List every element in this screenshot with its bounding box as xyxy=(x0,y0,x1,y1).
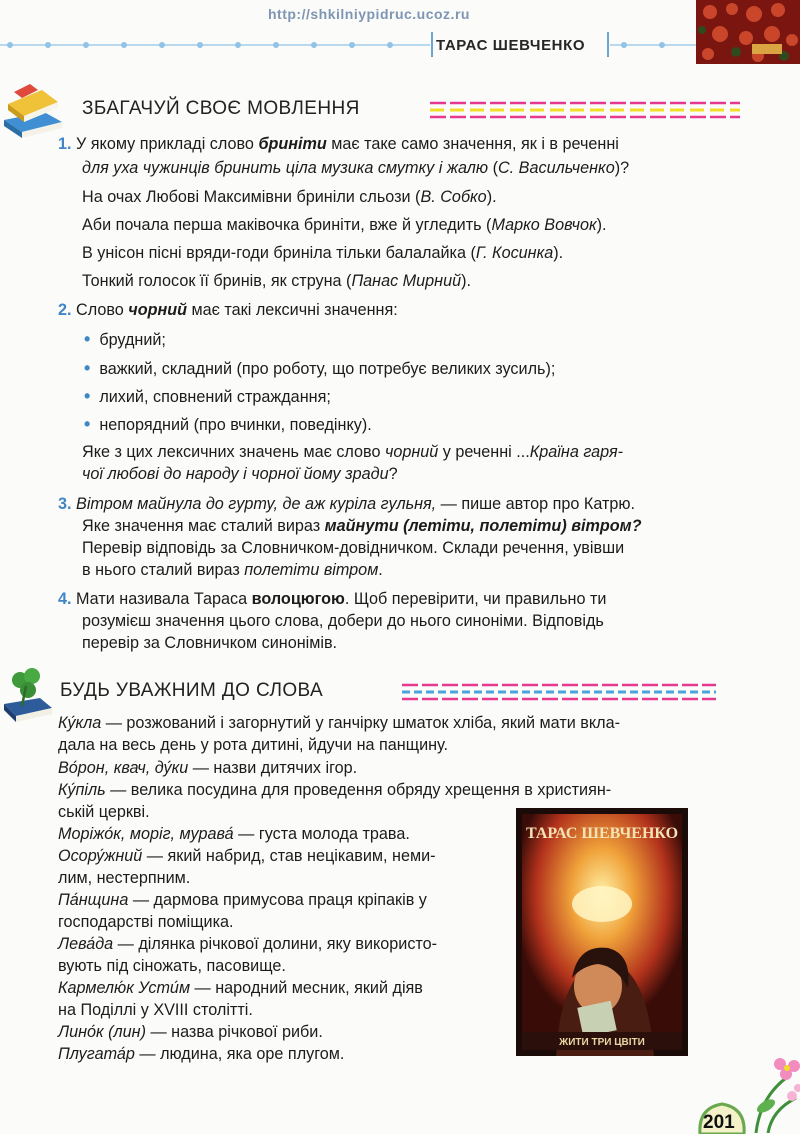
text: Аби почала перша маківочка бриніти, вже й угледить ( xyxy=(82,216,492,234)
glossary-entry-cont: вують під сіножать, пасовище. xyxy=(58,957,286,975)
text: ). xyxy=(461,272,471,290)
text: Тонкий голосок її бринів, як струна ( xyxy=(82,272,352,290)
glossary-entry-cont: господарстві поміщика. xyxy=(58,913,234,931)
task-2-question-line-1 xyxy=(82,441,623,463)
text: у реченні ... xyxy=(438,443,530,461)
text: має такі лексичні значення: xyxy=(187,301,398,319)
bullet-item xyxy=(84,328,166,351)
keyword: волоцюгою xyxy=(251,590,345,608)
definition: — який набрид, став нецікавим, неми- xyxy=(142,847,436,865)
glossary-entry xyxy=(58,977,423,999)
task-number: 2. xyxy=(58,301,72,319)
term: Па́нщина xyxy=(58,891,129,909)
author: С. Васильченко xyxy=(497,159,615,177)
text: Яке з цих лексичних значень має слово xyxy=(82,443,385,461)
author: Г. Косинка xyxy=(475,244,554,262)
keyword: майнути (летіти, полетіти) вітром? xyxy=(324,517,642,535)
author: В. Собко xyxy=(420,188,487,206)
text: . xyxy=(378,561,383,579)
task-3-line-2 xyxy=(82,515,642,537)
bullet-icon: • xyxy=(84,386,91,406)
bullet-item xyxy=(84,413,372,436)
text: лихий, сповнений страждання; xyxy=(99,388,331,406)
text: непорядний (про вчинки, поведінку). xyxy=(99,416,372,434)
task-number: 3. xyxy=(58,495,72,513)
keyword: чорний xyxy=(384,443,439,461)
term: Осору́жний xyxy=(58,847,143,865)
task-3-line-4 xyxy=(82,559,383,581)
term: Лино́к (лин) xyxy=(58,1023,146,1041)
task-1-line-1 xyxy=(58,133,619,155)
text: ? xyxy=(388,465,398,483)
keyword: чорний xyxy=(128,301,188,319)
keyword: полетіти вітром xyxy=(244,561,379,579)
section-ornament xyxy=(430,98,740,122)
term: Плугата́р xyxy=(58,1045,135,1063)
task-1-line-2 xyxy=(82,157,629,179)
term: Моріжо́к, моріг, мурава́ xyxy=(58,825,234,843)
text: Мати називала Тараса xyxy=(76,590,252,608)
task-4-line-1 xyxy=(58,588,606,610)
definition: — густа молода трава. xyxy=(233,825,410,843)
bullet-icon: • xyxy=(84,414,91,434)
task-4-line-2: розумієш значення цього слова, добери до нього синоніми. Відповідь xyxy=(82,612,604,630)
definition: — дармова примусова праця кріпаків у xyxy=(128,891,427,909)
definition: — назва річкової риби. xyxy=(145,1023,323,1041)
quote: Вітром майнула до гурту, де аж куріла гульня, xyxy=(76,495,437,513)
text: Слово xyxy=(76,301,129,319)
task-3-line-3: Перевір відповідь за Словничком-довідничком. Склади речення, увівши xyxy=(82,539,625,557)
task-2-question-line-2 xyxy=(82,463,398,485)
book-cover-image xyxy=(516,808,688,1056)
text: важкий, складний (про роботу, що потребує великих зусиль); xyxy=(99,360,556,378)
task-number: 4. xyxy=(58,590,72,608)
glossary-entry-cont: лим, нестерпним. xyxy=(58,869,191,887)
section-ornament xyxy=(402,680,716,704)
term: Ку́піль xyxy=(58,781,106,799)
glossary-entry xyxy=(58,779,611,801)
example-1 xyxy=(82,186,497,208)
glossary-entry xyxy=(58,933,437,955)
text: ( xyxy=(488,159,498,177)
term: Ку́кла xyxy=(58,714,102,732)
text: . Щоб перевірити, чи правильно ти xyxy=(344,590,607,608)
task-number: 1. xyxy=(58,135,72,153)
bullet-item xyxy=(84,385,331,408)
bullet-icon: • xyxy=(84,329,91,349)
text: ). xyxy=(596,216,607,234)
text: )? xyxy=(614,159,630,177)
glossary-entry-cont: ській церкві. xyxy=(58,803,150,821)
bullet-item xyxy=(84,357,555,380)
text: в нього сталий вираз xyxy=(82,561,245,579)
text: має таке само значення, як і в реченні xyxy=(326,135,619,153)
site-url[interactable]: http://shkilniypidruc.ucoz.ru xyxy=(268,6,470,22)
definition: — народний месник, який діяв xyxy=(190,979,423,997)
page-number: 201 xyxy=(703,1112,735,1133)
example-4 xyxy=(82,270,471,292)
text: Яке значення має сталий вираз xyxy=(82,517,325,535)
book-cover-subtitle: ЖИТИ ТРИ ЦВІТИ xyxy=(559,1037,645,1048)
quote: чої любові до народу і чорної йому зради xyxy=(82,465,389,483)
task-3-line-1 xyxy=(58,493,635,515)
glossary-entry xyxy=(58,712,620,734)
keyword: бриніти xyxy=(258,135,327,153)
text: На очах Любові Максимівни бриніли сльози ( xyxy=(82,188,421,206)
quote: Країна гаря- xyxy=(529,443,623,461)
book-cover-title: ТАРАС ШЕВЧЕНКО xyxy=(525,825,679,842)
definition: — ділянка річкової долини, яку використо- xyxy=(113,935,438,953)
glossary-entry xyxy=(58,845,436,867)
bullet-icon: • xyxy=(84,358,91,378)
text: брудний; xyxy=(99,331,166,349)
section-title-enrich-speech: ЗБАГАЧУЙ СВОЄ МОВЛЕННЯ xyxy=(82,98,360,119)
term: Во́рон, квач, ду́ки xyxy=(58,759,189,777)
glossary-entry xyxy=(58,823,410,845)
glossary-entry-cont: на Поділлі у XVIII столітті. xyxy=(58,1001,253,1019)
author: Марко Вовчок xyxy=(491,216,597,234)
glossary-entry-cont: дала на весь день у рота дитині, йдучи на панщину. xyxy=(58,736,449,754)
glossary-entry xyxy=(58,1021,323,1043)
glossary-entry xyxy=(58,1043,344,1065)
example-2 xyxy=(82,214,607,236)
section-title-word-attention: БУДЬ УВАЖНИМ ДО СЛОВА xyxy=(60,680,324,701)
corner-artwork-image xyxy=(696,0,800,64)
glossary-entry xyxy=(58,757,357,779)
flowers-decoration-image xyxy=(746,1038,800,1133)
task-4-line-3: перевір за Словничком синонімів. xyxy=(82,634,338,652)
definition: — людина, яка оре плугом. xyxy=(134,1045,345,1063)
term: Кармелю́к Усти́м xyxy=(58,979,191,997)
text: В унісон пісні вряди-годи бриніла тільки балалайка ( xyxy=(82,244,476,262)
task-2-line-1 xyxy=(58,299,398,321)
definition: — велика посудина для проведення обряду хрещення в християн- xyxy=(105,781,612,799)
text: ). xyxy=(553,244,564,262)
glossary-entry xyxy=(58,889,427,911)
definition: — назви дитячих ігор. xyxy=(188,759,358,777)
author: Панас Мирний xyxy=(351,272,462,290)
text: У якому прикладі слово xyxy=(76,135,259,153)
example-3 xyxy=(82,242,563,264)
header-ornament xyxy=(0,30,700,58)
text: — пише автор про Катрю. xyxy=(436,495,636,513)
term: Лева́да xyxy=(58,935,114,953)
text: ). xyxy=(486,188,497,206)
definition: — розжований і загорнутий у ганчірку шматок хліба, який мати вкла- xyxy=(101,714,620,732)
quote: для уха чужинців бринить ціла музика смутку і жалю xyxy=(82,159,489,177)
book-clover-icon xyxy=(0,664,56,726)
header-title: ТАРАС ШЕВЧЕНКО xyxy=(436,37,586,54)
